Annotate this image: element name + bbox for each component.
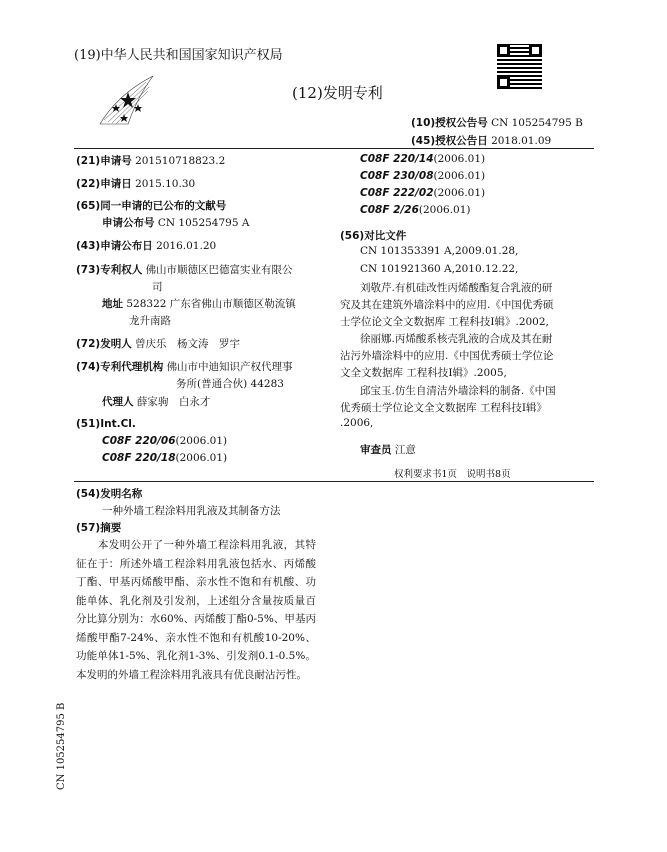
title-label: (54)发明名称 <box>76 488 143 500</box>
intcl-item: C08F 230/08(2006.01) <box>360 170 486 182</box>
patentee-row: (73)专利权人 佛山市顺德区巴德富实业有限公 <box>76 264 293 276</box>
intcl-label: (51)Int.Cl. <box>76 418 136 430</box>
abstract-label: (57)摘要 <box>76 522 122 534</box>
address-continued: 龙升南路 <box>129 315 171 327</box>
prior-publication-label: (65)同一申请的已公布的文献号 <box>76 200 227 212</box>
intcl-item: C08F 220/18(2006.01) <box>102 452 228 464</box>
header-rule <box>74 148 594 149</box>
reference-line: 优秀硕士学位论文全文数据库 工程科技I辑》 <box>340 402 547 414</box>
grant-number-row: (10)授权公告号 CN 105254795 B <box>411 117 583 129</box>
invention-title: 一种外墙工程涂料用乳液及其制备方法 <box>102 505 281 517</box>
examiner-row: 审查员 江意 <box>360 444 416 456</box>
intcl-item: C08F 2/26(2006.01) <box>360 204 471 216</box>
side-publication-number: CN 105254795 B <box>56 702 67 790</box>
qr-code-corner <box>497 76 510 89</box>
address-row: 地址 528322 广东省佛山市顺德区勒流镇 <box>102 298 296 310</box>
inventors-row: (72)发明人 曾庆乐 杨文涛 罗宇 <box>76 338 241 350</box>
reference-line: 文全文数据库 工程科技I辑》.2005, <box>340 367 507 379</box>
reference-line: 徐丽娜.丙烯酸系核壳乳液的合成及其在耐 <box>360 333 553 345</box>
grant-date-row: (45)授权公告日 2018.01.09 <box>411 135 552 147</box>
office-name: (19)中华人民共和国国家知识产权局 <box>74 48 283 63</box>
grant-date: 2018.01.09 <box>491 135 552 147</box>
reference-line: 士学位论文全文数据库 工程科技I辑》.2002, <box>340 316 549 328</box>
intcl-item: C08F 222/02(2006.01) <box>360 187 486 199</box>
reference-line: 沾污外墙涂料中的应用.《中国优秀硕士学位论 <box>340 350 554 362</box>
reference-line: CN 101353391 A,2009.01.28, <box>360 245 519 257</box>
intcl-item: C08F 220/14(2006.01) <box>360 153 486 165</box>
agent-row: 代理人 薛家驹 白永才 <box>102 396 211 408</box>
reference-line: 刘敬芹.有机硅改性丙烯酸酯复合乳液的研 <box>360 282 553 294</box>
reference-line: 邱宝玉.仿生自清洁外墙涂料的制备.《中国 <box>360 385 556 397</box>
prior-publication-row: 申请公布号 CN 105254795 A <box>102 217 250 229</box>
application-number-row: (21)申请号 201510718823.2 <box>76 155 226 167</box>
reference-line: 究及其在建筑外墙涂料中的应用.《中国优秀硕 <box>340 299 554 311</box>
agency-continued: 务所(普通合伙) 44283 <box>176 378 284 390</box>
section-rule <box>74 481 594 482</box>
publication-date-row: (43)申请公布日 2016.01.20 <box>76 240 217 252</box>
emblem-icon <box>98 74 158 129</box>
application-date-row: (22)申请日 2015.10.30 <box>76 178 196 190</box>
reference-line: .2006, <box>340 417 374 429</box>
document-type: (12)发明专利 <box>292 84 383 102</box>
intcl-item: C08F 220/06(2006.01) <box>102 435 228 447</box>
reference-line: CN 101921360 A,2010.12.22, <box>360 263 519 275</box>
patentee-continued: 司 <box>152 281 163 293</box>
abstract-text: 本发明公开了一种外墙工程涂料用乳液，其特征在于：所述外墙工程涂料用乳液包括水、丙烯酸丁酯、甲基丙烯酸甲酯、亲水性不饱和有机酸、功能单体、乳化剂及引发剂，上述组分含量按质量百分比算分别为：水60%、丙烯酸丁酯0-5%、甲基丙烯酸甲酯7-24%、亲水性不饱和有机酸10-20%、功能单体1-5%、乳化剂1-3%、引发剂0.1-0.5%。本发明的外墙工程涂料用乳液具有优良耐沾污性。 <box>76 539 316 681</box>
page-count: 权利要求书1页 说明书8页 <box>394 469 511 480</box>
grant-number: CN 105254795 B <box>491 117 583 129</box>
agency-row: (74)专利代理机构 佛山市中迪知识产权代理事 <box>76 361 293 373</box>
references-label: (56)对比文件 <box>340 230 407 242</box>
